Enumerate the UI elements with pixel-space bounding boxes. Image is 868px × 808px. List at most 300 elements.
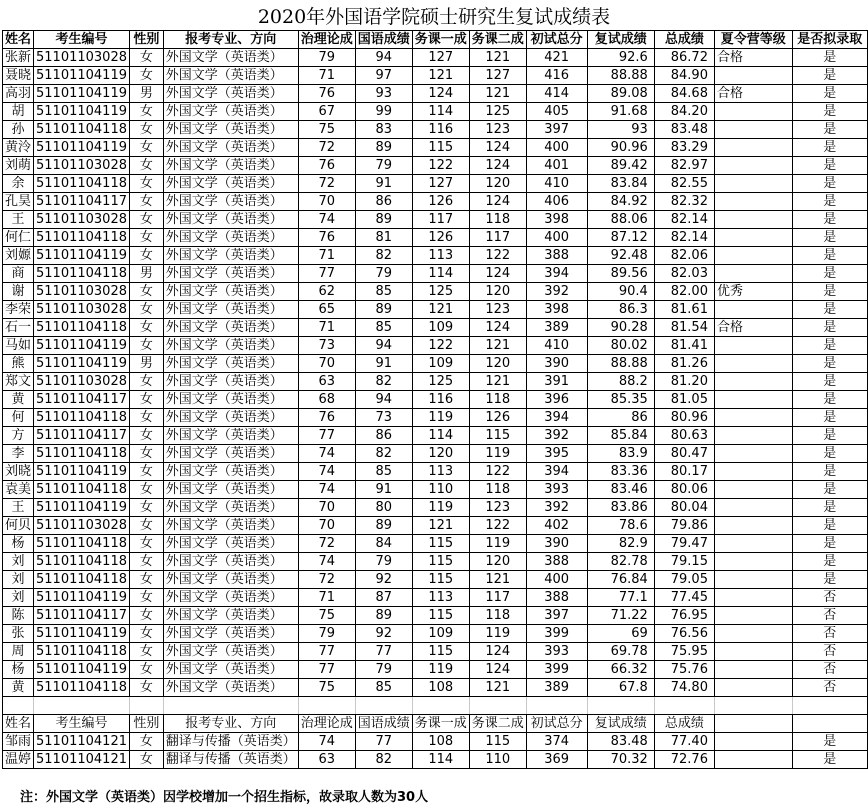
cell-sex[interactable]: 女 — [130, 229, 164, 247]
cell-id[interactable]: 51101104119 — [34, 337, 130, 355]
cell-admit[interactable]: 否 — [792, 643, 867, 661]
cell-first[interactable]: 369 — [526, 751, 587, 769]
cell-pol[interactable]: 71 — [298, 247, 355, 265]
cell-pol[interactable]: 79 — [298, 625, 355, 643]
cell-c2[interactable]: 121 — [469, 679, 526, 697]
empty-cell[interactable] — [654, 697, 714, 715]
cell-admit[interactable]: 是 — [792, 535, 867, 553]
cell-major[interactable]: 外国文学（英语类） — [163, 301, 298, 319]
cell-major[interactable]: 外国文学（英语类） — [163, 625, 298, 643]
cell-major[interactable]: 翻译与传播（英语类） — [163, 751, 298, 769]
cell-c2[interactable]: 120 — [469, 283, 526, 301]
cell-admit[interactable]: 是 — [792, 427, 867, 445]
cell-re[interactable]: 83.46 — [587, 481, 654, 499]
cell-name[interactable]: 何 — [3, 409, 34, 427]
cell-c2[interactable]: 119 — [469, 445, 526, 463]
cell-name[interactable]: 温婷 — [3, 751, 34, 769]
cell-c1[interactable]: 114 — [412, 751, 469, 769]
cell-re[interactable]: 82.9 — [587, 535, 654, 553]
cell-c2[interactable]: 124 — [469, 661, 526, 679]
cell-pol[interactable]: 74 — [298, 733, 355, 751]
cell-admit[interactable]: 是 — [792, 445, 867, 463]
cell-first[interactable]: 389 — [526, 319, 587, 337]
cell-c1[interactable]: 115 — [412, 607, 469, 625]
cell-first[interactable]: 392 — [526, 499, 587, 517]
cell-name[interactable]: 刘萌 — [3, 157, 34, 175]
cell-sex[interactable]: 男 — [130, 265, 164, 283]
cell-c1[interactable]: 114 — [412, 265, 469, 283]
cell-c2[interactable]: 120 — [469, 553, 526, 571]
cell-name[interactable]: 谢 — [3, 283, 34, 301]
column-header[interactable]: 报考专业、方向 — [163, 31, 298, 49]
cell-pol[interactable]: 71 — [298, 319, 355, 337]
cell-lang[interactable]: 94 — [355, 391, 412, 409]
cell-re[interactable]: 78.6 — [587, 517, 654, 535]
column-header[interactable]: 报考专业、方向 — [163, 715, 298, 733]
cell-first[interactable]: 414 — [526, 85, 587, 103]
cell-lang[interactable]: 85 — [355, 463, 412, 481]
cell-camp[interactable] — [714, 355, 792, 373]
cell-major[interactable]: 外国文学（英语类） — [163, 409, 298, 427]
cell-re[interactable]: 76.84 — [587, 571, 654, 589]
cell-major[interactable]: 外国文学（英语类） — [163, 103, 298, 121]
column-header[interactable]: 考生编号 — [34, 31, 130, 49]
cell-lang[interactable]: 86 — [355, 193, 412, 211]
cell-c2[interactable]: 118 — [469, 211, 526, 229]
cell-admit[interactable]: 是 — [792, 301, 867, 319]
cell-id[interactable]: 51101104118 — [34, 445, 130, 463]
cell-lang[interactable]: 82 — [355, 445, 412, 463]
cell-re[interactable]: 89.56 — [587, 265, 654, 283]
cell-re[interactable]: 91.68 — [587, 103, 654, 121]
cell-camp[interactable] — [714, 301, 792, 319]
cell-total[interactable]: 81.61 — [654, 301, 714, 319]
cell-major[interactable]: 外国文学（英语类） — [163, 211, 298, 229]
cell-name[interactable]: 刘 — [3, 553, 34, 571]
cell-id[interactable]: 51101103028 — [34, 301, 130, 319]
cell-lang[interactable]: 77 — [355, 643, 412, 661]
cell-c1[interactable]: 117 — [412, 211, 469, 229]
cell-lang[interactable]: 92 — [355, 625, 412, 643]
cell-id[interactable]: 51101104118 — [34, 535, 130, 553]
cell-c1[interactable]: 124 — [412, 85, 469, 103]
cell-c1[interactable]: 121 — [412, 301, 469, 319]
cell-c1[interactable]: 125 — [412, 373, 469, 391]
cell-admit[interactable]: 是 — [792, 571, 867, 589]
cell-first[interactable]: 398 — [526, 211, 587, 229]
cell-total[interactable]: 82.00 — [654, 283, 714, 301]
column-header[interactable]: 是否拟录取 — [792, 31, 867, 49]
empty-cell[interactable] — [298, 697, 355, 715]
cell-c1[interactable]: 116 — [412, 391, 469, 409]
cell-name[interactable]: 刘 — [3, 571, 34, 589]
cell-id[interactable]: 51101104117 — [34, 193, 130, 211]
cell-sex[interactable]: 女 — [130, 157, 164, 175]
cell-sex[interactable]: 女 — [130, 625, 164, 643]
cell-first[interactable]: 405 — [526, 103, 587, 121]
cell-camp[interactable] — [714, 157, 792, 175]
cell-pol[interactable]: 63 — [298, 751, 355, 769]
cell-id[interactable]: 51101103028 — [34, 283, 130, 301]
cell-total[interactable]: 77.45 — [654, 589, 714, 607]
cell-c2[interactable]: 121 — [469, 571, 526, 589]
cell-pol[interactable]: 75 — [298, 679, 355, 697]
cell-re[interactable]: 92.48 — [587, 247, 654, 265]
cell-lang[interactable]: 93 — [355, 85, 412, 103]
cell-admit[interactable]: 否 — [792, 625, 867, 643]
cell-admit[interactable]: 否 — [792, 661, 867, 679]
cell-c2[interactable]: 123 — [469, 499, 526, 517]
cell-total[interactable]: 86.72 — [654, 49, 714, 67]
cell-major[interactable]: 外国文学（英语类） — [163, 391, 298, 409]
cell-lang[interactable]: 77 — [355, 733, 412, 751]
cell-re[interactable]: 83.48 — [587, 733, 654, 751]
cell-major[interactable]: 外国文学（英语类） — [163, 553, 298, 571]
cell-c2[interactable]: 120 — [469, 355, 526, 373]
cell-c1[interactable]: 122 — [412, 157, 469, 175]
cell-total[interactable]: 80.63 — [654, 427, 714, 445]
cell-id[interactable]: 51101104119 — [34, 247, 130, 265]
cell-first[interactable]: 393 — [526, 643, 587, 661]
cell-c1[interactable]: 116 — [412, 121, 469, 139]
cell-id[interactable]: 51101104119 — [34, 139, 130, 157]
cell-re[interactable]: 92.6 — [587, 49, 654, 67]
cell-sex[interactable]: 女 — [130, 49, 164, 67]
column-header[interactable]: 复试成绩 — [587, 31, 654, 49]
cell-major[interactable]: 外国文学（英语类） — [163, 373, 298, 391]
cell-id[interactable]: 51101104118 — [34, 319, 130, 337]
cell-pol[interactable]: 72 — [298, 175, 355, 193]
cell-first[interactable]: 388 — [526, 553, 587, 571]
cell-sex[interactable]: 女 — [130, 283, 164, 301]
cell-c1[interactable]: 115 — [412, 571, 469, 589]
cell-sex[interactable]: 女 — [130, 445, 164, 463]
column-header[interactable]: 务课一成 — [412, 715, 469, 733]
cell-lang[interactable]: 91 — [355, 175, 412, 193]
cell-pol[interactable]: 76 — [298, 409, 355, 427]
cell-c1[interactable]: 109 — [412, 355, 469, 373]
cell-c2[interactable]: 115 — [469, 427, 526, 445]
cell-camp[interactable] — [714, 553, 792, 571]
cell-re[interactable]: 80.02 — [587, 337, 654, 355]
column-header[interactable]: 国语成绩 — [355, 715, 412, 733]
cell-name[interactable]: 周 — [3, 643, 34, 661]
cell-camp[interactable] — [714, 679, 792, 697]
cell-sex[interactable]: 女 — [130, 103, 164, 121]
cell-name[interactable]: 余 — [3, 175, 34, 193]
cell-lang[interactable]: 85 — [355, 283, 412, 301]
cell-total[interactable]: 80.17 — [654, 463, 714, 481]
cell-first[interactable]: 421 — [526, 49, 587, 67]
cell-first[interactable]: 374 — [526, 733, 587, 751]
cell-c2[interactable]: 124 — [469, 193, 526, 211]
cell-first[interactable]: 391 — [526, 373, 587, 391]
cell-admit[interactable]: 是 — [792, 337, 867, 355]
cell-re[interactable]: 88.2 — [587, 373, 654, 391]
cell-re[interactable]: 83.84 — [587, 175, 654, 193]
cell-re[interactable]: 85.35 — [587, 391, 654, 409]
cell-major[interactable]: 外国文学（英语类） — [163, 157, 298, 175]
cell-total[interactable]: 75.95 — [654, 643, 714, 661]
cell-total[interactable]: 83.29 — [654, 139, 714, 157]
cell-sex[interactable]: 女 — [130, 643, 164, 661]
cell-lang[interactable]: 82 — [355, 247, 412, 265]
cell-id[interactable]: 51101104118 — [34, 229, 130, 247]
cell-name[interactable]: 王 — [3, 499, 34, 517]
cell-camp[interactable] — [714, 661, 792, 679]
cell-c1[interactable]: 113 — [412, 247, 469, 265]
cell-camp[interactable] — [714, 211, 792, 229]
cell-id[interactable]: 51101104119 — [34, 661, 130, 679]
cell-camp[interactable] — [714, 445, 792, 463]
cell-re[interactable]: 70.32 — [587, 751, 654, 769]
cell-id[interactable]: 51101104121 — [34, 751, 130, 769]
cell-admit[interactable]: 是 — [792, 175, 867, 193]
cell-pol[interactable]: 74 — [298, 211, 355, 229]
cell-first[interactable]: 399 — [526, 625, 587, 643]
cell-c1[interactable]: 120 — [412, 445, 469, 463]
cell-re[interactable]: 88.88 — [587, 355, 654, 373]
column-header[interactable]: 姓名 — [3, 31, 34, 49]
cell-pol[interactable]: 73 — [298, 337, 355, 355]
cell-name[interactable]: 高羽 — [3, 85, 34, 103]
cell-camp[interactable] — [714, 733, 792, 751]
cell-re[interactable]: 90.96 — [587, 139, 654, 157]
cell-id[interactable]: 51101103028 — [34, 517, 130, 535]
cell-re[interactable]: 69 — [587, 625, 654, 643]
cell-id[interactable]: 51101104118 — [34, 121, 130, 139]
cell-major[interactable]: 外国文学（英语类） — [163, 139, 298, 157]
cell-total[interactable]: 81.26 — [654, 355, 714, 373]
cell-name[interactable]: 方 — [3, 427, 34, 445]
cell-first[interactable]: 394 — [526, 409, 587, 427]
cell-first[interactable]: 392 — [526, 427, 587, 445]
cell-lang[interactable]: 82 — [355, 751, 412, 769]
cell-camp[interactable] — [714, 625, 792, 643]
cell-admit[interactable]: 是 — [792, 409, 867, 427]
cell-name[interactable]: 石一 — [3, 319, 34, 337]
cell-pol[interactable]: 75 — [298, 607, 355, 625]
column-header[interactable]: 总成绩 — [654, 715, 714, 733]
cell-c1[interactable]: 115 — [412, 139, 469, 157]
cell-lang[interactable]: 85 — [355, 319, 412, 337]
cell-admit[interactable]: 是 — [792, 553, 867, 571]
empty-cell[interactable] — [587, 697, 654, 715]
cell-first[interactable]: 395 — [526, 445, 587, 463]
empty-cell[interactable] — [3, 697, 34, 715]
cell-sex[interactable]: 女 — [130, 535, 164, 553]
cell-sex[interactable]: 女 — [130, 517, 164, 535]
cell-sex[interactable]: 女 — [130, 409, 164, 427]
cell-admit[interactable]: 是 — [792, 49, 867, 67]
cell-admit[interactable]: 是 — [792, 211, 867, 229]
cell-re[interactable]: 88.88 — [587, 67, 654, 85]
cell-sex[interactable]: 女 — [130, 319, 164, 337]
cell-first[interactable]: 397 — [526, 607, 587, 625]
cell-major[interactable]: 外国文学（英语类） — [163, 661, 298, 679]
cell-id[interactable]: 51101104119 — [34, 589, 130, 607]
cell-camp[interactable]: 优秀 — [714, 283, 792, 301]
cell-lang[interactable]: 84 — [355, 535, 412, 553]
cell-name[interactable]: 孔昊 — [3, 193, 34, 211]
cell-name[interactable]: 孙 — [3, 121, 34, 139]
cell-lang[interactable]: 79 — [355, 265, 412, 283]
cell-name[interactable]: 刘嫄 — [3, 247, 34, 265]
cell-total[interactable]: 72.76 — [654, 751, 714, 769]
empty-cell[interactable] — [163, 697, 298, 715]
cell-major[interactable]: 外国文学（英语类） — [163, 193, 298, 211]
cell-name[interactable]: 杨 — [3, 535, 34, 553]
cell-camp[interactable] — [714, 373, 792, 391]
cell-c1[interactable]: 110 — [412, 481, 469, 499]
cell-id[interactable]: 51101103028 — [34, 157, 130, 175]
cell-first[interactable]: 410 — [526, 337, 587, 355]
column-header[interactable]: 初试总分 — [526, 31, 587, 49]
cell-total[interactable]: 81.20 — [654, 373, 714, 391]
empty-cell[interactable] — [34, 697, 130, 715]
cell-c1[interactable]: 108 — [412, 679, 469, 697]
cell-major[interactable]: 外国文学（英语类） — [163, 337, 298, 355]
column-header[interactable]: 姓名 — [3, 715, 34, 733]
cell-total[interactable]: 82.55 — [654, 175, 714, 193]
empty-cell[interactable] — [792, 697, 867, 715]
cell-pol[interactable]: 75 — [298, 121, 355, 139]
cell-lang[interactable]: 89 — [355, 607, 412, 625]
cell-re[interactable]: 89.42 — [587, 157, 654, 175]
cell-pol[interactable]: 68 — [298, 391, 355, 409]
cell-admit[interactable]: 是 — [792, 319, 867, 337]
empty-cell[interactable] — [355, 697, 412, 715]
cell-pol[interactable]: 77 — [298, 427, 355, 445]
cell-first[interactable]: 394 — [526, 265, 587, 283]
cell-pol[interactable]: 70 — [298, 517, 355, 535]
cell-total[interactable]: 77.40 — [654, 733, 714, 751]
cell-c2[interactable]: 126 — [469, 409, 526, 427]
cell-admit[interactable]: 是 — [792, 85, 867, 103]
cell-camp[interactable] — [714, 751, 792, 769]
cell-camp[interactable] — [714, 607, 792, 625]
cell-total[interactable]: 81.54 — [654, 319, 714, 337]
cell-c1[interactable]: 121 — [412, 517, 469, 535]
cell-pol[interactable]: 77 — [298, 265, 355, 283]
column-header[interactable]: 复试成绩 — [587, 715, 654, 733]
cell-admit[interactable]: 是 — [792, 193, 867, 211]
cell-pol[interactable]: 76 — [298, 157, 355, 175]
cell-pol[interactable]: 71 — [298, 67, 355, 85]
cell-pol[interactable]: 74 — [298, 445, 355, 463]
cell-lang[interactable]: 79 — [355, 157, 412, 175]
cell-c1[interactable]: 113 — [412, 463, 469, 481]
cell-c2[interactable]: 124 — [469, 319, 526, 337]
cell-admit[interactable]: 是 — [792, 733, 867, 751]
cell-c1[interactable]: 115 — [412, 643, 469, 661]
cell-sex[interactable]: 女 — [130, 481, 164, 499]
cell-sex[interactable]: 男 — [130, 85, 164, 103]
cell-total[interactable]: 82.06 — [654, 247, 714, 265]
cell-first[interactable]: 389 — [526, 679, 587, 697]
cell-sex[interactable]: 女 — [130, 463, 164, 481]
cell-c1[interactable]: 115 — [412, 553, 469, 571]
cell-major[interactable]: 外国文学（英语类） — [163, 247, 298, 265]
cell-pol[interactable]: 77 — [298, 643, 355, 661]
cell-total[interactable]: 80.04 — [654, 499, 714, 517]
cell-admit[interactable]: 是 — [792, 283, 867, 301]
cell-camp[interactable] — [714, 229, 792, 247]
cell-camp[interactable] — [714, 589, 792, 607]
cell-lang[interactable]: 86 — [355, 427, 412, 445]
cell-c1[interactable]: 121 — [412, 67, 469, 85]
cell-id[interactable]: 51101104121 — [34, 733, 130, 751]
cell-admit[interactable]: 是 — [792, 373, 867, 391]
cell-total[interactable]: 79.47 — [654, 535, 714, 553]
cell-first[interactable]: 392 — [526, 283, 587, 301]
cell-pol[interactable]: 70 — [298, 499, 355, 517]
cell-major[interactable]: 外国文学（英语类） — [163, 679, 298, 697]
cell-id[interactable]: 51101104118 — [34, 481, 130, 499]
cell-c2[interactable]: 115 — [469, 733, 526, 751]
cell-major[interactable]: 外国文学（英语类） — [163, 85, 298, 103]
cell-name[interactable]: 李 — [3, 445, 34, 463]
cell-name[interactable]: 胡 — [3, 103, 34, 121]
cell-id[interactable]: 51101104119 — [34, 499, 130, 517]
cell-major[interactable]: 外国文学（英语类） — [163, 517, 298, 535]
cell-sex[interactable]: 女 — [130, 139, 164, 157]
cell-c1[interactable]: 122 — [412, 337, 469, 355]
cell-admit[interactable]: 是 — [792, 139, 867, 157]
cell-admit[interactable]: 否 — [792, 679, 867, 697]
cell-lang[interactable]: 83 — [355, 121, 412, 139]
cell-admit[interactable]: 是 — [792, 499, 867, 517]
column-header[interactable]: 国语成绩 — [355, 31, 412, 49]
cell-camp[interactable] — [714, 103, 792, 121]
cell-camp[interactable] — [714, 193, 792, 211]
cell-pol[interactable]: 70 — [298, 355, 355, 373]
cell-lang[interactable]: 89 — [355, 211, 412, 229]
column-header[interactable]: 总成绩 — [654, 31, 714, 49]
cell-camp[interactable] — [714, 409, 792, 427]
cell-sex[interactable]: 女 — [130, 301, 164, 319]
cell-camp[interactable] — [714, 643, 792, 661]
cell-admit[interactable]: 是 — [792, 157, 867, 175]
cell-id[interactable]: 51101104118 — [34, 409, 130, 427]
cell-sex[interactable]: 女 — [130, 373, 164, 391]
cell-admit[interactable]: 是 — [792, 751, 867, 769]
cell-camp[interactable]: 合格 — [714, 49, 792, 67]
cell-pol[interactable]: 76 — [298, 85, 355, 103]
cell-admit[interactable]: 是 — [792, 103, 867, 121]
cell-lang[interactable]: 80 — [355, 499, 412, 517]
cell-major[interactable]: 外国文学（英语类） — [163, 463, 298, 481]
cell-id[interactable]: 51101104117 — [34, 391, 130, 409]
cell-total[interactable]: 74.80 — [654, 679, 714, 697]
cell-id[interactable]: 51101104118 — [34, 175, 130, 193]
cell-c1[interactable]: 127 — [412, 175, 469, 193]
cell-major[interactable]: 外国文学（英语类） — [163, 175, 298, 193]
cell-c2[interactable]: 117 — [469, 229, 526, 247]
cell-total[interactable]: 82.14 — [654, 229, 714, 247]
cell-first[interactable]: 410 — [526, 175, 587, 193]
cell-pol[interactable]: 74 — [298, 463, 355, 481]
cell-name[interactable]: 刘 — [3, 589, 34, 607]
cell-re[interactable]: 83.9 — [587, 445, 654, 463]
column-header[interactable]: 考生编号 — [34, 715, 130, 733]
cell-re[interactable]: 71.22 — [587, 607, 654, 625]
cell-id[interactable]: 51101104119 — [34, 463, 130, 481]
cell-name[interactable]: 黄 — [3, 391, 34, 409]
cell-admit[interactable]: 是 — [792, 229, 867, 247]
cell-admit[interactable]: 否 — [792, 589, 867, 607]
cell-pol[interactable]: 79 — [298, 49, 355, 67]
